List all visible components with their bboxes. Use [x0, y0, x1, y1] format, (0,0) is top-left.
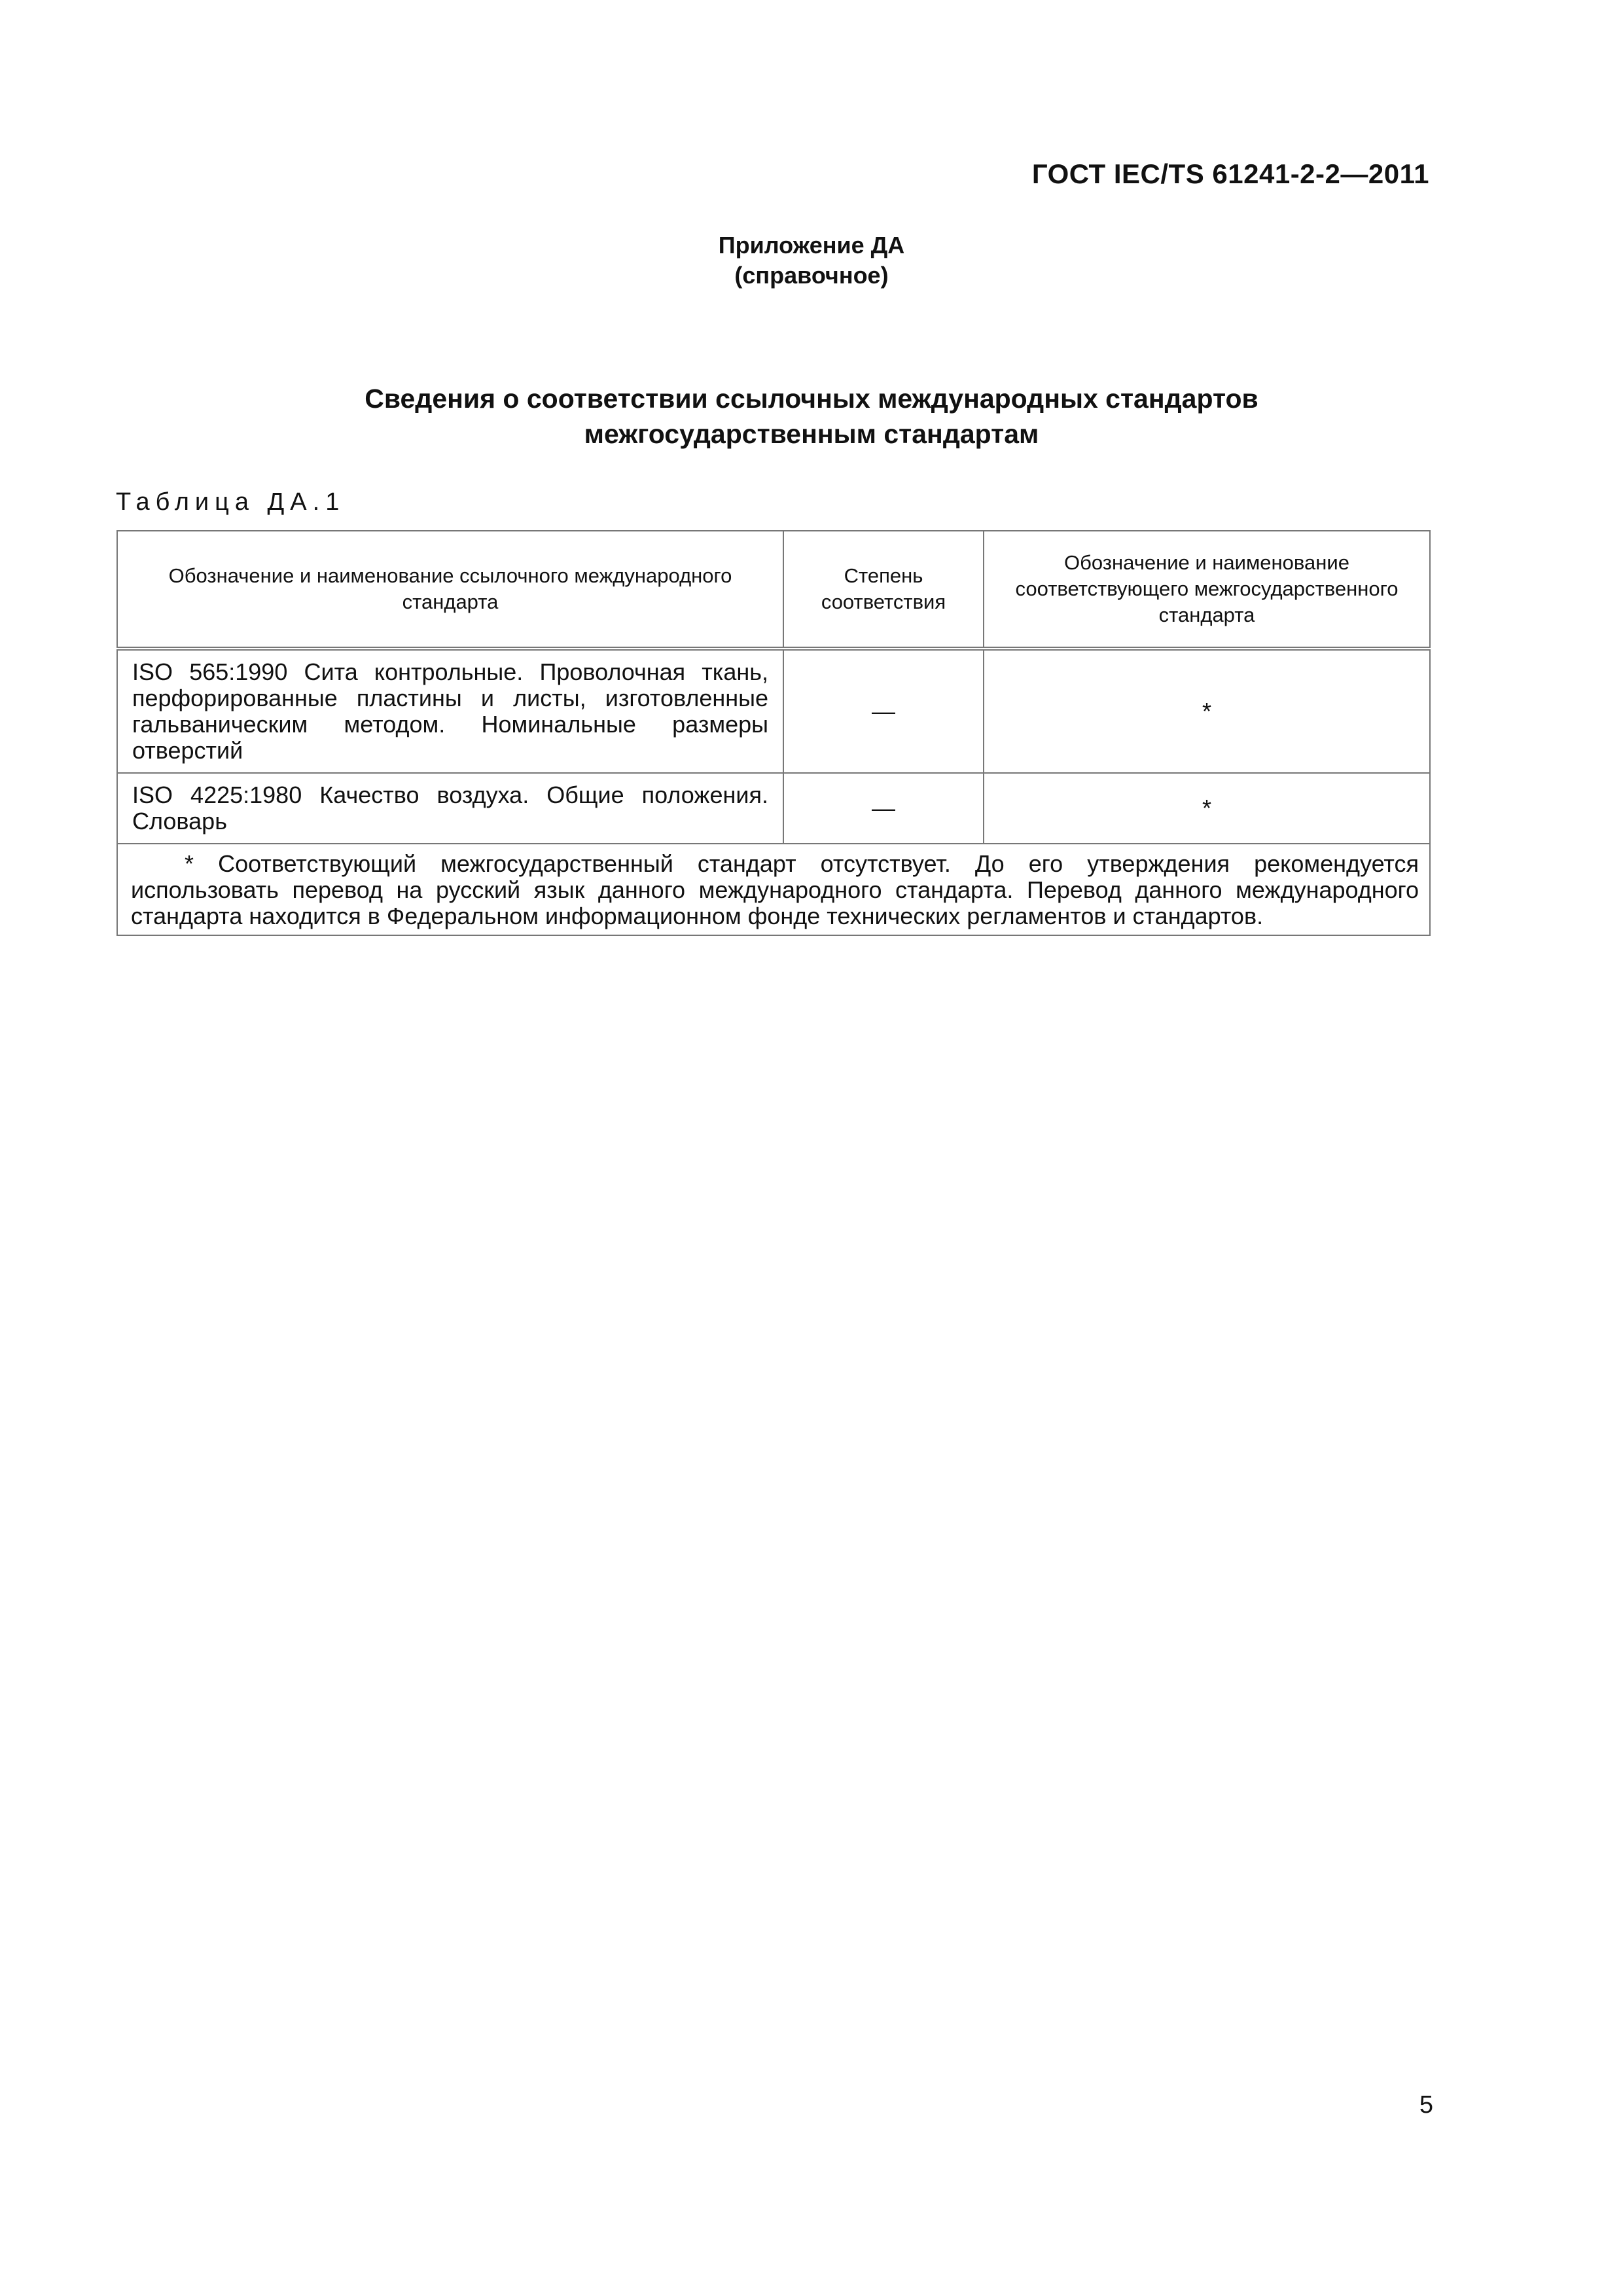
section-title-line-1: Сведения о соответствии ссылочных международных стандартов — [365, 384, 1258, 414]
cell-interstate-standard: * — [984, 773, 1430, 844]
cell-interstate-standard: * — [984, 649, 1430, 773]
page-number: 5 — [1419, 2091, 1433, 2119]
cell-international-standard: ISO 565:1990 Сита контрольные. Проволочная ткань, перфорированные пластины и листы, изготовленные гальваническим методом. Номинальные размеры отверстий — [117, 649, 783, 773]
table-footnote-row — [117, 844, 1430, 935]
table-row — [117, 773, 1430, 844]
header-degree-of-conformity: Степень соответствия — [783, 531, 984, 649]
section-title-line-2: межгосударственным стандартам — [584, 419, 1039, 449]
table-footnote: * Соответствующий межгосударственный стандарт отсутствует. До его утверждения рекомендуется использовать перевод на русский язык данного международного стандарта. Перевод данного международного стандарта находится в Федеральном информационном фонде технических регламентов и стандартов. — [117, 844, 1430, 935]
table-row — [117, 649, 1430, 773]
table-caption: Таблица ДА.1 — [116, 488, 346, 516]
cell-degree: — — [783, 649, 984, 773]
header-interstate-standard: Обозначение и наименование соответствующего межгосударственного стандарта — [984, 531, 1430, 649]
cell-degree: — — [783, 773, 984, 844]
appendix-title: Приложение ДА — [718, 232, 905, 259]
appendix-heading — [0, 230, 1623, 291]
document-code: ГОСТ IEC/TS 61241-2-2—2011 — [1031, 158, 1429, 189]
cell-international-standard: ISO 4225:1980 Качество воздуха. Общие положения. Словарь — [117, 773, 783, 844]
header-international-standard: Обозначение и наименование ссылочного международного стандарта — [117, 531, 783, 649]
appendix-subtitle: (справочное) — [734, 262, 889, 289]
table-header-row — [117, 531, 1430, 649]
standards-correspondence-table — [116, 530, 1431, 936]
section-title — [0, 381, 1623, 452]
